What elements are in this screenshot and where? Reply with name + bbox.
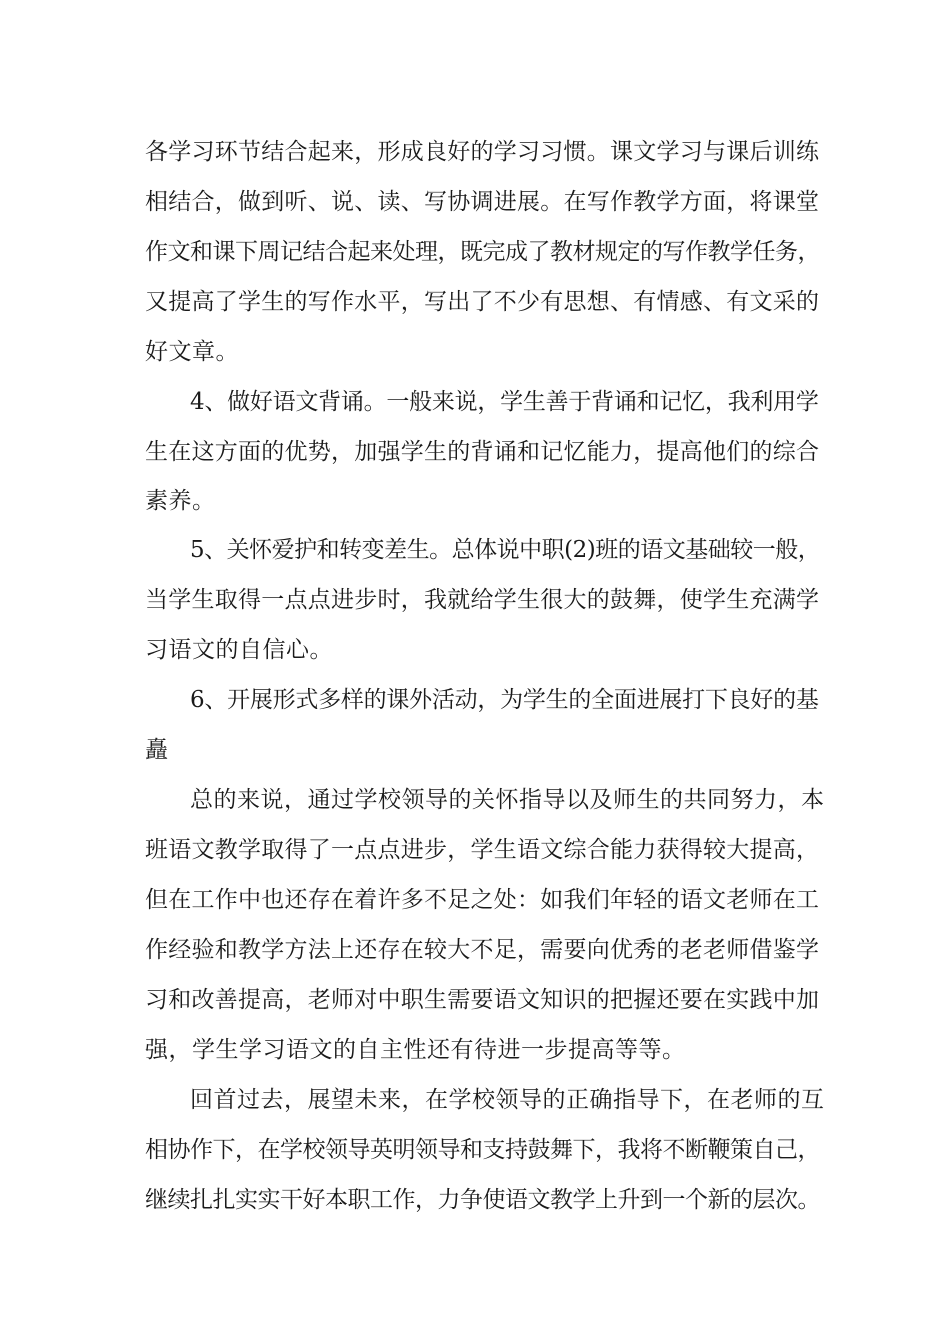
text-line: 习语文的自信心。 [145, 637, 333, 663]
text-line: 素养。 [145, 488, 216, 514]
text-line: 回首过去，展望未来，在学校领导的正确指导下，在老师的互 [190, 1087, 825, 1113]
text-line: 作经验和教学方法上还存在较大不足，需要向优秀的老老师借鉴学 [145, 937, 820, 963]
text-line: 好文章。 [145, 339, 239, 365]
text-line: 各学习环节结合起来，形成良好的学习习惯。课文学习与课后训练 [145, 139, 820, 165]
text-line: 相协作下，在学校领导英明领导和支持鼓舞下，我将不断鞭策自己， [145, 1137, 820, 1163]
text-line: 4、做好语文背诵。一般来说，学生善于背诵和记忆，我利用学 [190, 389, 819, 415]
text-line: 当学生取得一点点进步时，我就给学生很大的鼓舞，使学生充满学 [145, 587, 820, 613]
text-line: 班语文教学取得了一点点进步，学生语文综合能力获得较大提高， [145, 837, 820, 863]
text-line: 又提高了学生的写作水平，写出了不少有思想、有情感、有文采的 [145, 289, 820, 315]
text-line: 继续扎扎实实干好本职工作，力争使语文教学上升到一个新的层次。 [145, 1187, 820, 1213]
text-line: 生在这方面的优势，加强学生的背诵和记忆能力，提高他们的综合 [145, 439, 820, 465]
text-line: 作文和课下周记结合起来处理，既完成了教材规定的写作教学任务， [145, 239, 820, 265]
text-line: 强，学生学习语文的自主性还有待进一步提高等等。 [145, 1037, 686, 1063]
text-line: 相结合，做到听、说、读、写协调进展。在写作教学方面，将课堂 [145, 189, 820, 215]
text-line: 5、关怀爱护和转变差生。总体说中职(2)班的语文基础较一般， [190, 537, 821, 563]
text-line: 总的来说，通过学校领导的关怀指导以及师生的共同努力，本 [190, 787, 825, 813]
text-line: 矗 [145, 737, 169, 763]
text-line: 6、开展形式多样的课外活动，为学生的全面进展打下良好的基 [190, 687, 819, 713]
text-line: 习和改善提高，老师对中职生需要语文知识的把握还要在实践中加 [145, 987, 820, 1013]
text-line: 但在工作中也还存在着许多不足之处：如我们年轻的语文老师在工 [145, 887, 820, 913]
